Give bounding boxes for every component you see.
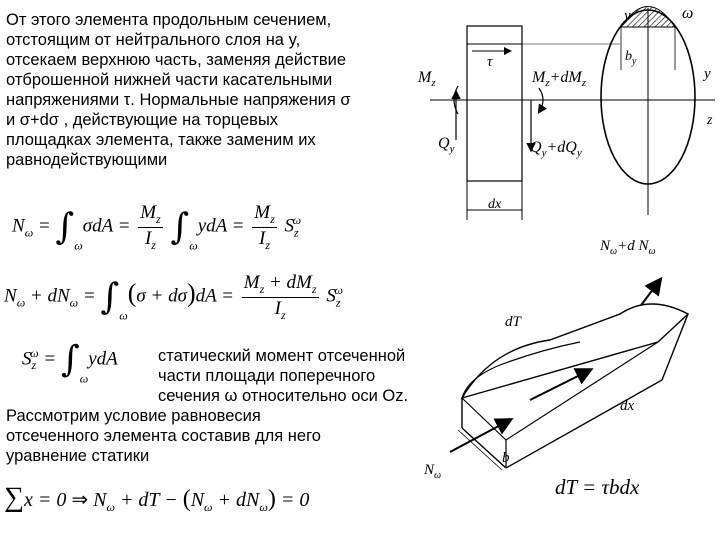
static-moment-line: сечения ω относительно оси Oz. (158, 387, 409, 405)
intro-line: От этого элемента продольным сечением, (6, 11, 332, 29)
y-label-top: y (624, 8, 631, 24)
element-block (467, 26, 522, 181)
top-diagram (410, 0, 720, 220)
intro-line: отброшенной нижней части касательными (6, 71, 333, 89)
by-label: $b_y$ (625, 49, 637, 67)
tau-label: τ (487, 54, 493, 70)
n-bottom-label: $N_\omega$ (424, 462, 442, 481)
b-label: b (502, 450, 510, 466)
formula-n-omega-dn: $N_\omega + dN_\omega = \int_\omega(\sigma + d\sigma)dA$ = $\frac{M_z + dM_z}{I_z}$ $S_z^\omega$ (4, 272, 343, 323)
equilibrium-line: уравнение статики (6, 447, 150, 465)
mz-label: $M_z$ (418, 69, 436, 89)
formula-static-moment: $S_z^\omega = \int_\omega ydA$ (22, 339, 118, 386)
equilibrium-line: Рассмотрим условие равновесия (6, 407, 261, 425)
omega-label: ω (682, 5, 694, 22)
bottom-diagram (410, 230, 720, 540)
intro-line: отсекаем верхнюю часть, заменяя действие (6, 51, 347, 69)
equilibrium-paragraph (6, 406, 321, 466)
intro-line: и σ+dσ , действующие на торцевых (6, 111, 279, 129)
element-bottom-long-edge (506, 380, 662, 468)
static-moment-paragraph (158, 346, 408, 406)
formula-equilibrium: ∑x = 0 ⇒ $N_\omega$ + dT − $(N_\omega + dN_\omega) = 0$ (4, 482, 310, 514)
intro-line: равнодействующими (6, 151, 168, 169)
dt-formula: dT = τbdx (555, 475, 640, 499)
static-moment-line: части площади поперечного (158, 367, 376, 385)
static-moment-line: статический момент отсеченной (158, 347, 406, 365)
intro-line: отстоящим от нейтрального слоя на y, (6, 31, 301, 49)
intro-paragraph (6, 10, 351, 170)
equilibrium-line: отсеченного элемента составив для него (6, 427, 321, 445)
n-top-label: $N_\omega+d$ $N_\omega$ (600, 238, 656, 257)
qy-dqy-label: $Q_y+dQ_y$ (530, 139, 582, 159)
qy-label: $Q_y$ (438, 135, 455, 155)
dx-bottom-label: dx (620, 398, 635, 414)
z-axis-label: z (707, 113, 713, 128)
intro-line: напряжениями τ. Нормальные напряжения σ (6, 91, 351, 109)
dx-label: dx (488, 197, 502, 212)
intro-line: площадках элемента, также заменим их (6, 131, 316, 149)
dt-label: dT (505, 314, 521, 330)
y-axis-label: y (704, 66, 711, 82)
formula-n-omega: $N_\omega = \int_\omega\sigma dA$ = $\frac{M_z}{I_z}$ $\int_\omega ydA$ = $\frac{M_z}{I_z}$ $S_z^\omega$ (12, 202, 302, 253)
mz-dmz-label: $M_z+dM_z$ (532, 69, 587, 89)
